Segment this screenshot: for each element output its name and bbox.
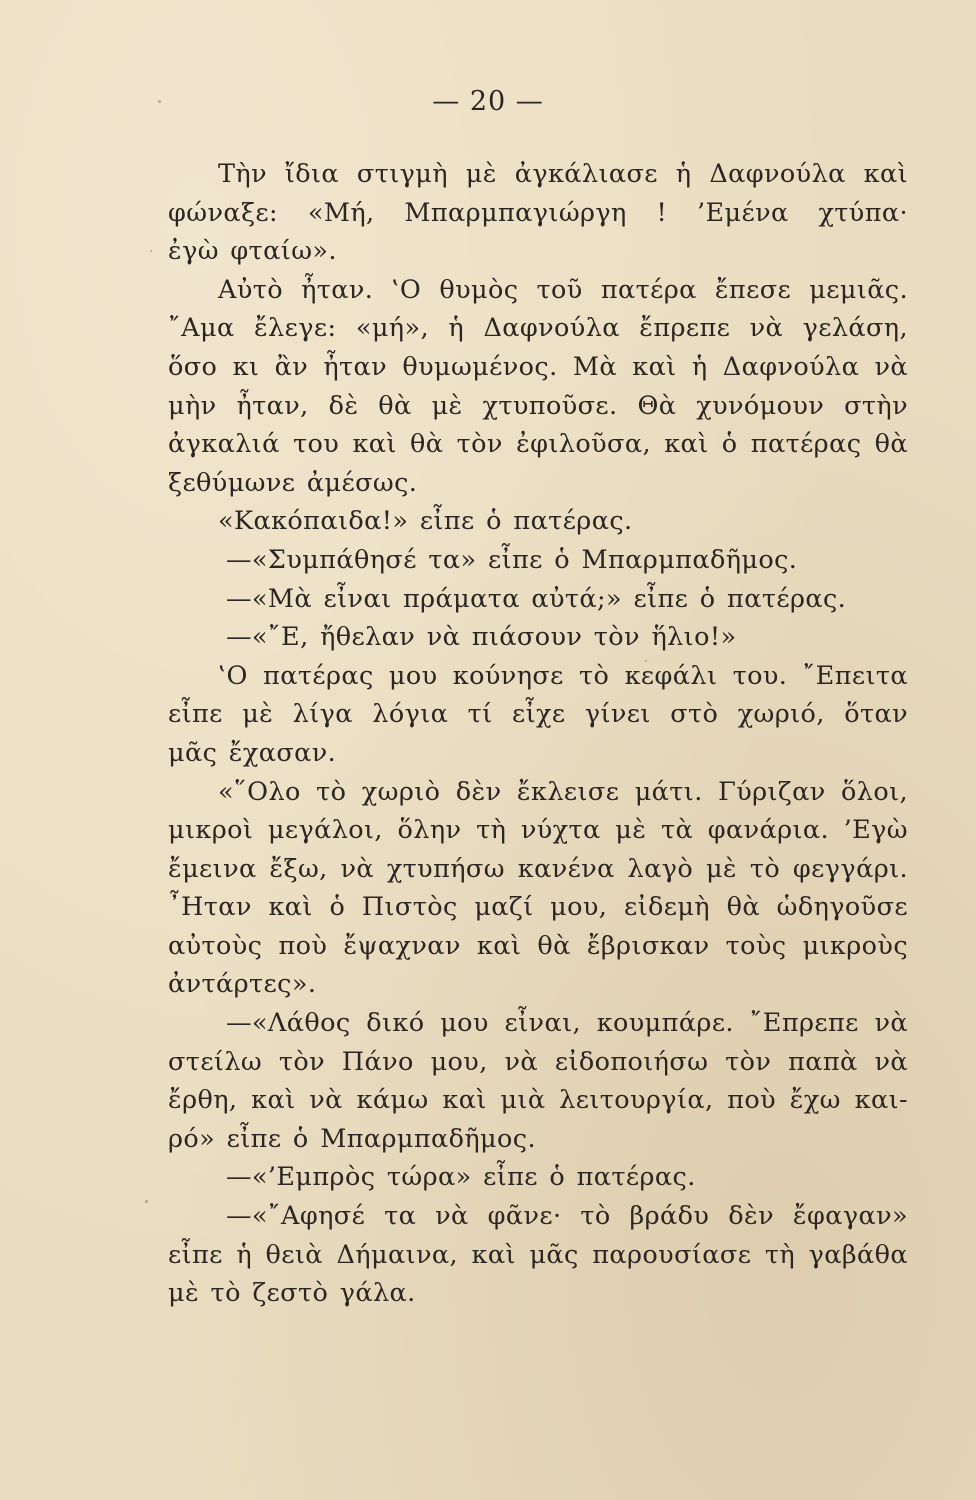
text-line: ἐγὼ φταίω». [168, 236, 337, 267]
text-line: Αὐτὸ ἦταν. ‛Ο θυμὸς τοῦ πατέρα ἔπεσε μεμιᾶς. [218, 274, 908, 305]
dialog-line: —«’Εμπρὸς τώρα» εἶπε ὁ πατέρας. [226, 1162, 696, 1193]
text-line: ἀγκαλιά του καὶ θὰ τὸν ἐφιλοῦσα, καὶ ὁ πατέρας θὰ [168, 429, 908, 460]
text-line: ‛Ο πατέρας μου κούνησε τὸ κεφάλι του. ῎Επειτα [218, 660, 908, 691]
text-line: ξεθύμωνε ἀμέσως. [168, 467, 418, 498]
text-line: ἔρθη, καὶ νὰ κάμω καὶ μιὰ λειτουργία, ποὺ ἔχω και- [168, 1085, 908, 1116]
paper-speck [600, 1030, 602, 1032]
text-line: εἶπε μὲ λίγα λόγια τί εἶχε γίνει στὸ χωριό, ὅταν [168, 699, 908, 730]
text-line: στείλω τὸν Πάνο μου, νὰ εἰδοποιήσω τὸν παπὰ νὰ [168, 1046, 908, 1077]
text-line: μὲ τὸ ζεστὸ γάλα. [168, 1278, 416, 1309]
paper-speck [158, 100, 161, 103]
text-line: ἀντάρτες». [168, 969, 317, 1000]
text-line: ρό» εἶπε ὁ Μπαρμπαδῆμος. [168, 1123, 536, 1154]
text-line: «῞Ολο τὸ χωριὸ δὲν ἔκλεισε μάτι. Γύριζαν ὅλοι, [218, 776, 908, 807]
text-line: ῎Αμα ἔλεγε: «μή», ἡ Δαφνούλα ἔπρεπε νὰ γελάση, [168, 313, 908, 344]
text-line: φώναξε: «Μή, Μπαρμπαγιώργη ! ’Εμένα χτύπα· [168, 197, 908, 228]
text-line: αὐτοὺς ποὺ ἔψαχναν καὶ θὰ ἔβρισκαν τοὺς μικροὺς [168, 930, 908, 961]
paper-speck [150, 250, 152, 252]
text-line: «Κακόπαιδα!» εἶπε ὁ πατέρας. [218, 506, 633, 537]
dialog-line: —«Συμπάθησέ τα» εἶπε ὁ Μπαρμπαδῆμος. [226, 544, 798, 575]
text-line: εἶπε ἡ θειὰ Δήμαινα, καὶ μᾶς παρουσίασε τὴ γαβάθα [168, 1239, 908, 1270]
dialog-line: —«῎Αφησέ τα νὰ φᾶνε· τὸ βράδυ δὲν ἔφαγαν» [226, 1201, 908, 1232]
text-line: μᾶς ἔχασαν. [168, 737, 337, 768]
paper-speck [645, 660, 647, 662]
dialog-line: —«῎Ε, ἤθελαν νὰ πιάσουν τὸν ἥλιο!» [226, 622, 737, 653]
text-line: ῏Ηταν καὶ ὁ Πιστὸς μαζί μου, εἰδεμὴ θὰ ὡδηγοῦσε [168, 892, 908, 923]
text-line: Τὴν ἴδια στιγμὴ μὲ ἀγκάλιασε ἡ Δαφνούλα καὶ [218, 159, 908, 189]
page-number: — 20 — [432, 86, 544, 117]
paper-speck [145, 1200, 148, 1203]
body-text [168, 155, 908, 1313]
text-line: ὅσο κι ἂν ἦταν θυμωμένος. Μὰ καὶ ἡ Δαφνούλα νὰ [168, 351, 908, 382]
text-line: ἔμεινα ἔξω, νὰ χτυπήσω κανένα λαγὸ μὲ τὸ φεγγάρι. [168, 853, 908, 884]
dialog-line: —«Λάθος δικό μου εἶναι, κουμπάρε. ῎Επρεπε νὰ [226, 1008, 908, 1039]
text-line: μὴν ἦταν, δὲ θὰ μὲ χτυποῦσε. Θὰ χυνόμουν στὴν [168, 390, 908, 421]
text-line: μικροὶ μεγάλοι, ὅλην τὴ νύχτα μὲ τὰ φανάρια. ’Εγὼ [168, 815, 908, 846]
dialog-line: —«Μὰ εἶναι πράματα αὐτά;» εἶπε ὁ πατέρας. [226, 583, 847, 614]
